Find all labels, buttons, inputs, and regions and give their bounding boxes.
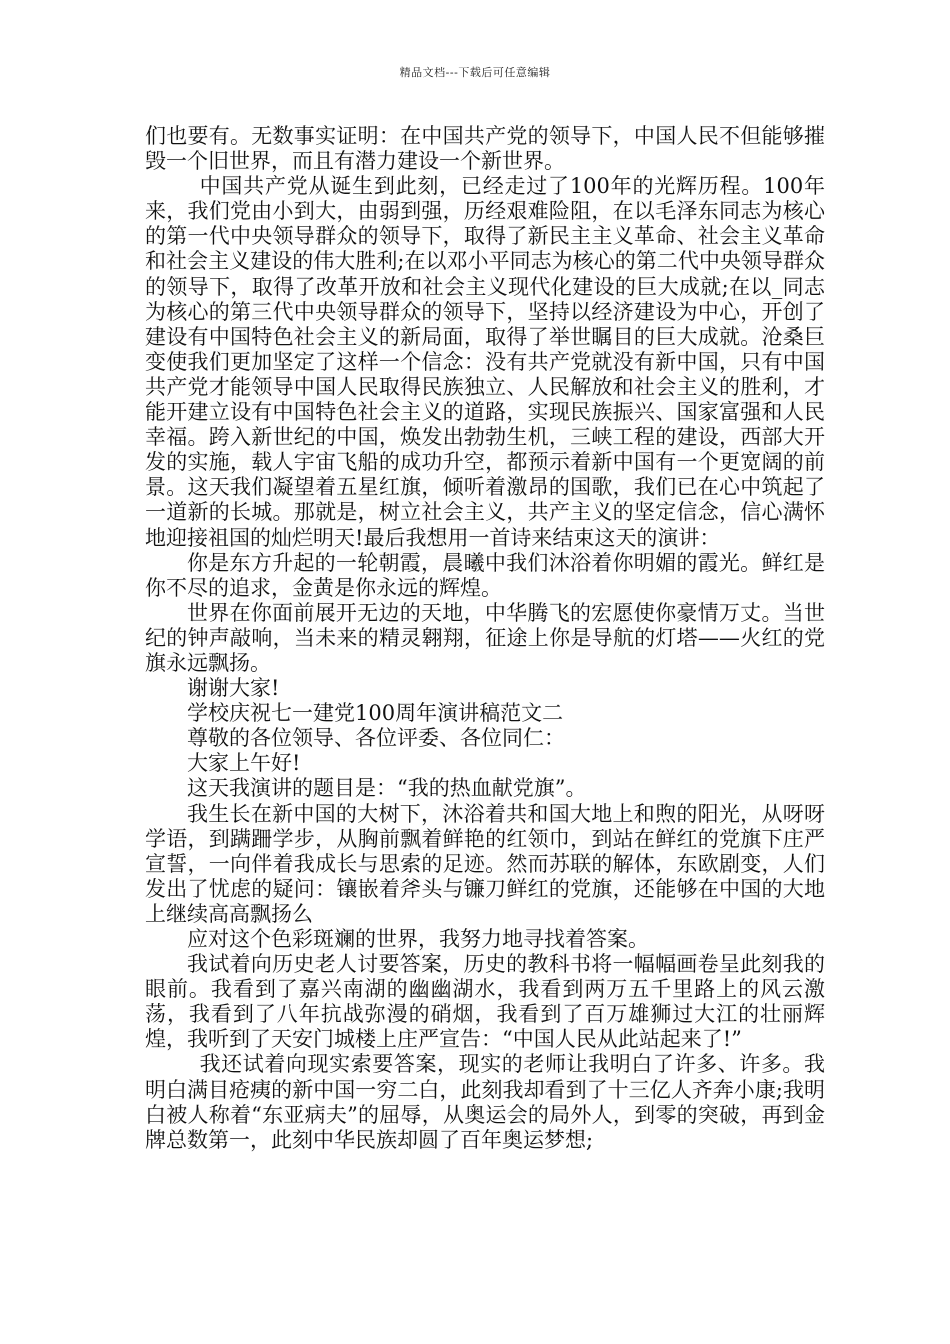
paragraph-continuation: 们也要有。无数事实证明：在中国共产党的领导下，中国人民不但能够摧毁一个旧世界，而且有潜力建设一个新世界。 <box>145 124 825 174</box>
paragraph-thanks: 谢谢大家! <box>187 676 280 701</box>
paragraph-poem-line-2: 世界在你面前展开无边的天地，中华腾飞的宏愿使你豪情万丈。当世纪的钟声敲响，当未来的精灵翱翔，征途上你是导航的灯塔——火红的党旗永远飘扬。 <box>145 600 825 675</box>
document-body <box>145 124 825 1153</box>
paragraph-poem-line-1: 你是东方升起的一轮朝霞，晨曦中我们沐浴着你明媚的霞光。鲜红是你不尽的追求，金黄是你永远的辉煌。 <box>145 550 825 600</box>
paragraph-reality: 我还试着向现实索要答案，现实的老师让我明白了许多、许多。我明白满目疮痍的新中国一穷二白，此刻我却看到了十三亿人齐奔小康;我明白被人称着“东亚病夫”的屈辱，从奥运会的局外人，到零的突破，再到金牌总数第一，此刻中华民族却圆了百年奥运梦想; <box>145 1052 825 1152</box>
paragraph-party-history: 中国共产党从诞生到此刻，已经走过了100年的光辉历程。100年来，我们党由小到大，由弱到强，历经艰难险阻，在以毛泽东同志为核心的第一代中央领导群众的领导下，取得了新民主主义革命、社会主义革命和社会主义建设的伟大胜利;在以邓小平同志为核心的第二代中央领导群众的领导下，取得了改革开放和社会主义现代化建设的巨大成就;在以_同志为核心的第三代中央领导群众的领导下，坚持以经济建设为中心，开创了建设有中国特色社会主义的新局面，取得了举世瞩目的巨大成就。沧桑巨变使我们更加坚定了这样一个信念：没有共产党就没有新中国，只有中国共产党才能领导中国人民取得民族独立、人民解放和社会主义的胜利，才能开建立设有中国特色社会主义的道路，实现民族振兴、国家富强和人民幸福。跨入新世纪的中国，焕发出勃勃生机，三峡工程的建设，西部大开发的实施，载人宇宙飞船的成功升空，都预示着新中国有一个更宽阔的前景。这天我们凝望着五星红旗，倾听着激昂的国歌，我们已在心中筑起了一道新的长城。那就是，树立社会主义，共产主义的坚定信念，信心满怀地迎接祖国的灿烂明天!最后我想用一首诗来结束这天的演讲： <box>145 174 825 550</box>
section-title: 学校庆祝七一建党100周年演讲稿范文二 <box>187 701 564 726</box>
paragraph-growing-up: 我生长在新中国的大树下，沐浴着共和国大地上和煦的阳光，从呀呀学语，到蹒跚学步，从胸前飘着鲜艳的红领巾，到站在鲜红的党旗下庄严宣誓，一向伴着我成长与思索的足迹。然而苏联的解体，东欧剧变，人们发出了忧虑的疑问：镶嵌着斧头与镰刀鲜红的党旗，还能够在中国的大地上继续高高飘扬么 <box>145 801 825 926</box>
paragraph-topic: 这天我演讲的题目是：“我的热血献党旗”。 <box>187 776 587 801</box>
paragraph-salutation: 尊敬的各位领导、各位评委、各位同仁： <box>187 726 565 751</box>
paragraph-greeting: 大家上午好! <box>187 751 301 776</box>
paragraph-search-answer: 应对这个色彩斑斓的世界，我努力地寻找着答案。 <box>187 927 649 951</box>
paragraph-history: 我试着向历史老人讨要答案，历史的教科书将一幅幅画卷呈此刻我的眼前。我看到了嘉兴南湖的幽幽湖水，我看到两万五千里路上的风云激荡，我看到了八年抗战弥漫的硝烟，我看到了百万雄狮过大江的壮丽辉煌，我听到了天安门城楼上庄严宣告：“中国人民从此站起来了!” <box>145 952 825 1052</box>
page-header: 精品文档---下载后可任意编辑 <box>399 66 551 79</box>
